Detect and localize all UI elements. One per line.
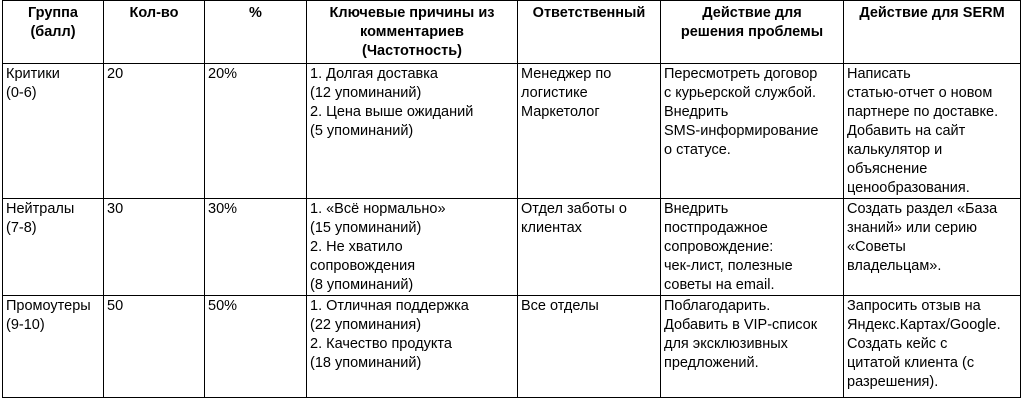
cell-responsible xyxy=(518,199,661,296)
cell-line: (7-8) xyxy=(6,220,37,236)
cell-percent xyxy=(205,199,307,296)
cell-line: чек-лист, полезные xyxy=(664,258,793,274)
cell-line: 30% xyxy=(208,201,238,217)
cell-line: (15 упоминаний) xyxy=(310,220,422,236)
cell-line: 2. Качество продукта xyxy=(310,336,452,352)
cell-key-reasons xyxy=(307,199,518,296)
cell-line: SMS-информирование xyxy=(664,123,819,139)
cell-line: 20% xyxy=(208,66,238,82)
cell-line: знаний» или серию xyxy=(847,220,978,236)
cell-line: (9-10) xyxy=(6,317,45,333)
header-line: Действие для SERM xyxy=(859,5,1005,21)
header-percent xyxy=(205,1,307,64)
cell-line: ценообразования. xyxy=(847,180,970,196)
cell-line: Запросить отзыв на xyxy=(847,298,981,314)
cell-line: калькулятор и xyxy=(847,142,943,158)
cell-group xyxy=(3,199,104,296)
cell-line: логистике xyxy=(521,85,588,101)
cell-line: Все отделы xyxy=(521,298,599,314)
cell-line: 2. Цена выше ожиданий xyxy=(310,104,474,120)
table-row-promoters xyxy=(3,296,1021,398)
cell-line: (5 упоминаний) xyxy=(310,123,414,139)
cell-line: с курьерской службой. xyxy=(664,85,817,101)
header-line: (Частотность) xyxy=(362,43,462,59)
cell-line: Написать xyxy=(847,66,911,82)
cell-problem-action xyxy=(661,296,844,398)
header-group xyxy=(3,1,104,64)
header-serm-action xyxy=(844,1,1021,64)
cell-line: (8 упоминаний) xyxy=(310,277,414,293)
cell-serm-action xyxy=(844,199,1021,296)
cell-line: предложений. xyxy=(664,355,759,371)
cell-count xyxy=(104,64,205,199)
cell-line: объяснение xyxy=(847,161,928,177)
cell-responsible xyxy=(518,64,661,199)
cell-line: Поблагодарить. xyxy=(664,298,771,314)
cell-line: 1. «Всё нормально» xyxy=(310,201,446,217)
cell-line: (22 упоминания) xyxy=(310,317,422,333)
cell-problem-action xyxy=(661,199,844,296)
header-responsible xyxy=(518,1,661,64)
cell-line: владельцам». xyxy=(847,258,942,274)
cell-line: 50% xyxy=(208,298,238,314)
header-count xyxy=(104,1,205,64)
cell-line: постпродажное xyxy=(664,220,768,236)
cell-line: 20 xyxy=(107,66,124,82)
cell-problem-action xyxy=(661,64,844,199)
cell-line: Добавить в VIP-список xyxy=(664,317,818,333)
cell-line: Пересмотреть договор xyxy=(664,66,818,82)
cell-line: цитатой клиента (с xyxy=(847,355,975,371)
cell-percent xyxy=(205,64,307,199)
cell-line: Маркетолог xyxy=(521,104,600,120)
cell-line: Добавить на сайт xyxy=(847,123,966,139)
cell-line: Отдел заботы о xyxy=(521,201,627,217)
cell-line: Создать кейс с xyxy=(847,336,948,352)
table-row-neutrals xyxy=(3,199,1021,296)
cell-line: 50 xyxy=(107,298,124,314)
cell-line: «Советы xyxy=(847,239,906,255)
header-line: Ключевые причины из xyxy=(329,5,495,21)
cell-line: 2. Не хватило xyxy=(310,239,403,255)
cell-line: Яндекс.Картах/Google. xyxy=(847,317,1001,333)
cell-line: Критики xyxy=(6,66,60,82)
cell-line: партнере по доставке. xyxy=(847,104,999,120)
cell-line: Менеджер по xyxy=(521,66,612,82)
nps-segments-table xyxy=(2,0,1021,398)
cell-line: для эксклюзивных xyxy=(664,336,788,352)
cell-line: разрешения). xyxy=(847,374,939,390)
header-problem-action xyxy=(661,1,844,64)
header-line: Кол-во xyxy=(129,5,179,21)
cell-count xyxy=(104,296,205,398)
cell-count xyxy=(104,199,205,296)
header-line: комментариев xyxy=(360,24,464,40)
cell-line: клиентах xyxy=(521,220,582,236)
cell-group xyxy=(3,64,104,199)
cell-line: (12 упоминаний) xyxy=(310,85,422,101)
cell-line: советы на email. xyxy=(664,277,775,293)
cell-percent xyxy=(205,296,307,398)
cell-key-reasons xyxy=(307,296,518,398)
cell-line: Промоутеры xyxy=(6,298,91,314)
cell-line: сопровождение: xyxy=(664,239,774,255)
cell-responsible xyxy=(518,296,661,398)
cell-line: статью-отчет о новом xyxy=(847,85,993,101)
cell-line: Нейтралы xyxy=(6,201,75,217)
cell-line: Внедрить xyxy=(664,104,729,120)
table-row-critics xyxy=(3,64,1021,199)
cell-line: о статусе. xyxy=(664,142,731,158)
table-header-row xyxy=(3,1,1021,64)
cell-line: 1. Отличная поддержка xyxy=(310,298,469,314)
header-line: Группа xyxy=(28,5,78,21)
header-key-reasons xyxy=(307,1,518,64)
cell-line: 30 xyxy=(107,201,124,217)
header-line: решения проблемы xyxy=(680,24,824,40)
cell-line: 1. Долгая доставка xyxy=(310,66,438,82)
cell-group xyxy=(3,296,104,398)
header-line: (балл) xyxy=(30,24,76,40)
cell-line: (18 упоминаний) xyxy=(310,355,422,371)
cell-line: Внедрить xyxy=(664,201,729,217)
cell-serm-action xyxy=(844,296,1021,398)
cell-line: (0-6) xyxy=(6,85,37,101)
header-line: Действие для xyxy=(702,5,802,21)
header-line: Ответственный xyxy=(532,5,646,21)
header-line: % xyxy=(249,5,262,21)
cell-line: Создать раздел «База xyxy=(847,201,998,217)
cell-key-reasons xyxy=(307,64,518,199)
cell-serm-action xyxy=(844,64,1021,199)
cell-line: сопровождения xyxy=(310,258,416,274)
